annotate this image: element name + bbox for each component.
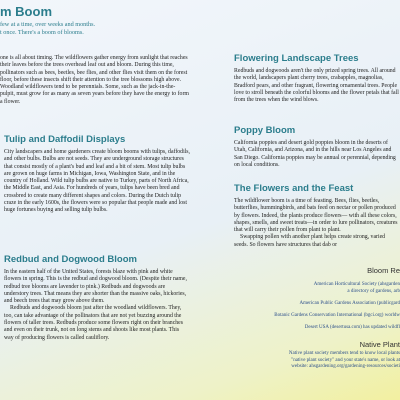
page-title: m Boom bbox=[0, 4, 52, 19]
poppy-section bbox=[234, 125, 400, 169]
landscape-trees-paragraph: Redbuds and dogwoods aren't the only prized spring trees. All around the world, landscapers plant cherry trees, crabapples, magnolias, Bradford pears, and other fragrant, flowering ornamental trees. People love to stroll beneath the colorful blooms and the flower petals that fall from the trees when the wind blows. bbox=[234, 68, 399, 104]
feast-heading: The Flowers and the Feast bbox=[234, 183, 354, 194]
resource-link[interactable]: American Public Gardens Association (publicgard bbox=[299, 301, 400, 306]
native-plant-link[interactable]: website: ahsgardening.org/gardening-resources/societi bbox=[291, 364, 400, 369]
feast-paragraph: Swapping pollen with another plant helps create strong, varied seeds. So flowers have structures that dab or bbox=[234, 234, 386, 248]
redbud-section bbox=[4, 254, 190, 342]
native-plant-text: "native plant society" and your state's name, or look at bbox=[291, 357, 400, 363]
redbud-paragraph: In the eastern half of the United States, forests blaze with pink and white flowers in spring. This is the redbud and dogwood bloom. (Despite their name, redbud tree blooms are lavender to pink.) Redbuds and dogwoods are understory trees. That means they are shorter than the massive oaks, hickories, and beech trees that may grow above them. bbox=[4, 269, 187, 305]
feast-paragraph: The wildflower boom is a time of feasting. Bees, flies, beetles, butterflies, hummingbirds, and bats feed on nectar or pollen produced by flowers. Indeed, the plants produce flowers— with all these colors, shapes, smells, and sweet treats—in order to lure pollinators, creatures that will carry their pollen from plant to plant. bbox=[234, 198, 398, 234]
tulip-section bbox=[4, 134, 190, 215]
resource-link[interactable]: American Horticultural Society (ahsgarden bbox=[313, 282, 400, 287]
landscape-trees-heading: Flowering Landscape Trees bbox=[234, 53, 359, 64]
resource-link[interactable]: Botanic Gardens Conservation International (bgci.org) worldw bbox=[274, 313, 400, 318]
subtitle-line: few at a time, over weeks and months. bbox=[0, 21, 96, 28]
native-plant-section bbox=[234, 340, 400, 371]
tulip-heading: Tulip and Daffodil Displays bbox=[4, 134, 126, 145]
landscape-trees-section bbox=[234, 53, 400, 104]
poppy-heading: Poppy Bloom bbox=[234, 125, 296, 136]
resource-link: a directory of gardens, arb bbox=[347, 289, 400, 294]
native-plant-heading: Native Plant bbox=[359, 340, 400, 349]
page-subtitle bbox=[0, 21, 200, 37]
intro-paragraph: one is all about timing. The wildflowers gather energy from sunlight that reaches their leaves before the trees overhead leaf out and bloom. During this time, pollinators such as bees, beetles, bee flies, and other flies visit them on the forest floor, before these insects shift their attention to the tree blossoms high above. Woodland wildflowers tend to be perennials. Some, such as the jack-in-the-pulpit, must grow for as many as seven years before they have the energy to form a flower. bbox=[0, 55, 189, 105]
resources-heading: Bloom Re bbox=[367, 266, 400, 275]
redbud-paragraph: Redbuds and dogwoods bloom just after the woodland wildflowers. They, too, can take advantage of the pollinators that are not yet buzzing around the flowers of taller trees. Redbuds produce some flowers right on their branches and even on their trunk, not on long stems and shoots like most plants. This way of producing flowers is called cauliflory. bbox=[4, 305, 184, 341]
feast-section bbox=[234, 183, 400, 249]
native-plant-text: Native plant society members tend to know local plants bbox=[288, 351, 400, 356]
subtitle-line: t once. There's a boom of blooms. bbox=[0, 29, 84, 36]
redbud-heading: Redbud and Dogwood Bloom bbox=[4, 254, 137, 265]
tulip-paragraph: City landscapers and home gardeners create bloom booms with tulips, daffodils, and other bulbs. Bulbs are not seeds. They are underground storage structures that consist mostly of a plant's bud and leaf and a bit of stem. Most tulip bulbs are grown on huge farms in Michigan, Iowa, Washington State, and in the country of Holland. Wild tulip bulbs are native to Turkey, parts of North Africa, the Middle East, and Asia. For hundreds of years, tulips have been bred and crossbred to create many different shapes and colors. During the Dutch tulip craze in the early 1600s, the flowers were so popular that people made and lost huge fortunes buying and selling tulip bulbs. bbox=[4, 149, 190, 214]
bloom-resources bbox=[234, 266, 400, 336]
poppy-paragraph: California poppies and desert gold poppies bloom in the deserts of Utah, California, and Arizona, and in the hills near Los Angeles and San Diego. California poppies may be annual or perennial, depending on local conditions. bbox=[234, 140, 396, 168]
resource-link[interactable]: Desert USA (desertusa.com) has updated wildfl bbox=[304, 325, 400, 330]
